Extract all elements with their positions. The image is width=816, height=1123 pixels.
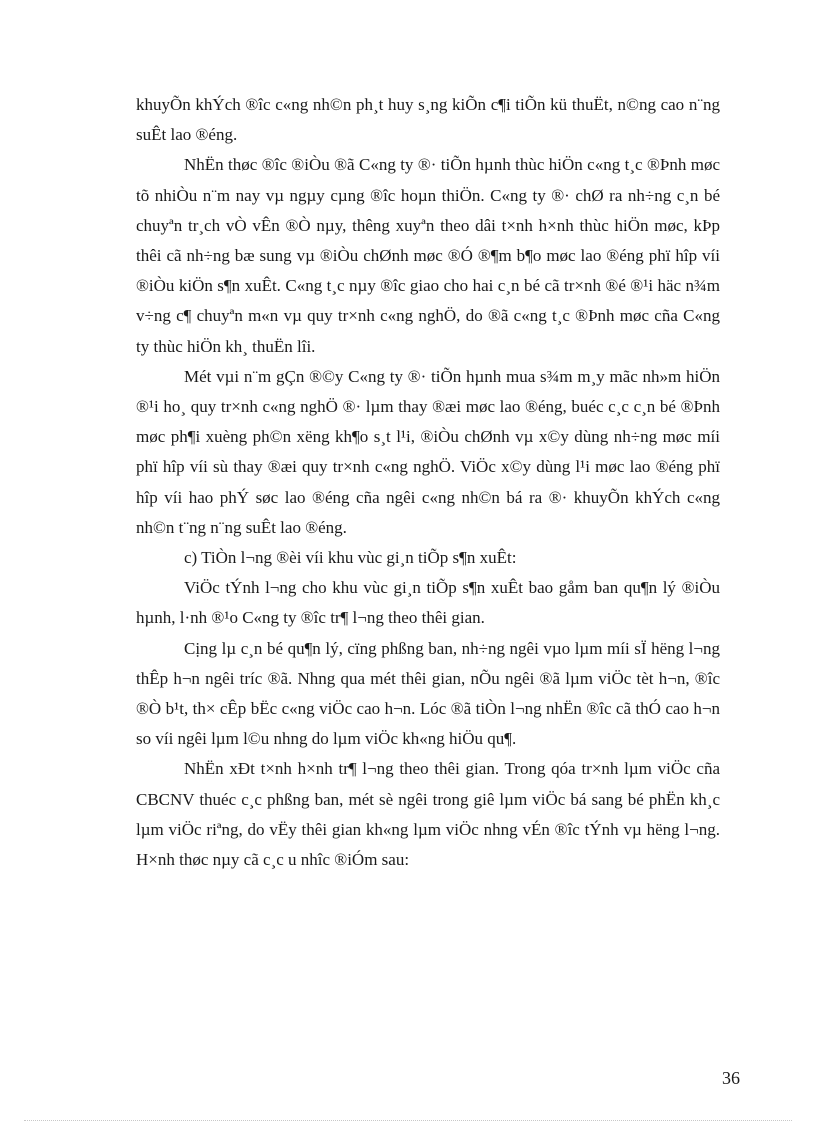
- paragraph-2: NhËn thøc ®îc ®iÒu ®ã C«ng ty ®· tiÕn hµnh thùc hiÖn c«ng t¸c ®Þnh møc tõ nhiÒu n¨m nay vµ ngµy cµng ®îc hoµn thiÖn. C«ng ty ®· chØ ra nh÷ng c¸n bé chuyªn tr¸ch vÒ vÊn ®Ò nµy, thêng xuyªn theo dâi t×nh h×nh thùc hiÖn møc, kÞp thêi cã nh÷ng bæ sung vµ ®iÒu chØnh møc ®Ó ®¶m b¶o møc lao ®éng phï hîp víi ®iÒu kiÖn s¶n xuÊt. C«ng t¸c nµy ®îc giao cho hai c¸n bé cã tr×nh ®é ®¹i häc n¾m v÷ng c¶ chuyªn m«n vµ quy tr×nh c«ng nghÖ, do ®ã c«ng t¸c ®Þnh møc cña C«ng ty thùc hiÖn kh¸ thuËn lîi.: [136, 155, 720, 356]
- paragraph-5: Cịng lµ c¸n bé qu¶n lý, cïng phßng ban, nh÷ng ngêi vµo lµm míi sÏ hëng l¬ng thÊp h¬n ngêi tríc ®ã. Nhng qua mét thêi gian, nÕu ngêi ®ã lµm viÖc tèt h¬n, ®îc ®Ò b¹t, th× cÊp bËc c«ng viÖc cao h¬n. Lóc ®ã tiÒn l¬ng nhËn ®îc cã thÓ cao h¬n so víi ngêi lµm l©u nhng do lµm viÖc kh«ng hiÖu qu¶.: [136, 638, 720, 749]
- footer-divider: [24, 1120, 792, 1121]
- paragraph-4: ViÖc tÝnh l¬ng cho khu vùc gi¸n tiÕp s¶n xuÊt bao gåm ban qu¶n lý ®iÒu hµnh, l·nh ®¹o C«ng ty ®îc tr¶ l¬ng theo thêi gian.: [136, 578, 720, 628]
- page-number: 36: [722, 1068, 740, 1088]
- section-heading: c) TiÒn l¬ng ®èi víi khu vùc gi¸n tiÕp s¶n xuÊt:: [184, 548, 517, 568]
- paragraph-6: NhËn xÐt t×nh h×nh tr¶ l¬ng theo thêi gian. Trong qóa tr×nh lµm viÖc cña CBCNV thuéc c¸c phßng ban, mét sè ngêi trong giê lµm viÖc bá sang bé phËn kh¸c lµm viÖc riªng, do vËy thêi gian kh«ng lµm viÖc nhng vÉn ®îc tÝnh vµ hëng l¬ng. H×nh thøc nµy cã c¸c u nhîc ®iÓm sau:: [136, 759, 720, 870]
- paragraph-3: Mét vµi n¨m gÇn ®©y C«ng ty ®· tiÕn hµnh mua s¾m m¸y mãc nh»m hiÖn ®¹i ho¸ quy tr×nh c«ng nghÖ ®· lµm thay ®æi møc lao ®éng, buéc c¸c c¸n bé ®Þnh møc ph¶i xuèng ph©n xëng kh¶o s¸t l¹i, ®iÒu chØnh vµ x©y dùng nh÷ng møc míi phï hîp víi sù thay ®æi quy tr×nh c«ng nghÖ. ViÖc x©y dùng l¹i møc lao ®éng phï hîp víi hao phÝ søc lao ®éng cña ngêi c«ng nh©n bá ra ®· khuyÕn khÝch c«ng nh©n t¨ng n¨ng suÊt lao ®éng.: [136, 366, 720, 537]
- body-text: [136, 90, 720, 875]
- paragraph-1: khuyÕn khÝch ®îc c«ng nh©n ph¸t huy s¸ng kiÕn c¶i tiÕn kü thuËt, n©ng cao n¨ng suÊt lao ®éng.: [136, 95, 720, 145]
